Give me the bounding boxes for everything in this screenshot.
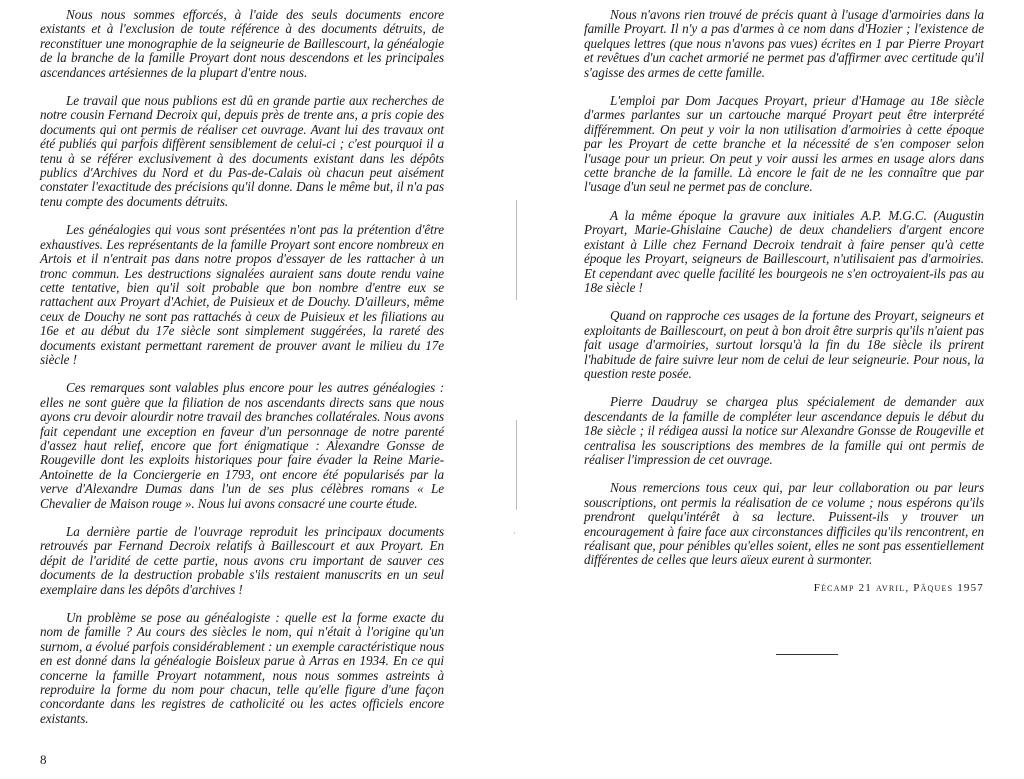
left-page-text bbox=[40, 8, 444, 740]
paragraph: A la même époque la gravure aux initiales A.P. M.G.C. (Augustin Proyart, Marie-Ghislaine Cauche) de deux chandeliers d'argent encore existant à Lille chez Fernand Decroix tendrait à faire penser qu'à cette époque les Proyart, seigneurs de Baillescourt, n'utilisaient pas d'armoiries. Et cependant avec quelle facilité les bourgeois ne s'en octroyaient-ils pas au 18e siècle ! bbox=[584, 207, 984, 295]
right-page-text bbox=[584, 8, 984, 594]
paragraph: Quand on rapproche ces usages de la fortune des Proyart, seigneurs et exploitants de Baillescourt, on peut à bon droit être surpris qu'ils n'aient pas fait usage d'armoiries, surtout lorsqu'à la fin du 18e siècle ils prirent l'habitude de faire suivre leur nom de celui de leur seigneurie. Pour nous, la question reste posée. bbox=[584, 308, 984, 381]
paragraph: Un problème se pose au généalogiste : quelle est la forme exacte du nom de famille ? Au cours des siècles le nom, qui n'était à l'origine qu'un surnom, a évolué parfois considérablement : un exemple caractéristique nous en est donné dans la généalogie Boisleux parue à Arras en 1934. En ce qui concerne la famille Proyart notamment, nous nous sommes astreints à reproduire la forme du nom pour chacun, telle qu'elle figure d'une façon concordante dans les registres de catholicité ou les actes officiels encore existants. bbox=[40, 610, 444, 726]
paragraph: Pierre Daudruy se chargea plus spécialement de demander aux descendants de la famille de compléter leur ascendance depuis le début du 18e siècle ; il rédigea aussi la notice sur Alexandre Gonsse de Rougeville et centralisa les souscriptions des membres de la famille qui ont permis de réaliser l'impression de cet ouvrage. bbox=[584, 394, 984, 467]
page-number: 8 bbox=[40, 752, 47, 767]
paragraph: La dernière partie de l'ouvrage reproduit les principaux documents retrouvés par Fernand Decroix relatifs à Baillescourt et aux Proyart. En dépit de l'aridité de cette partie, nous avons cru important de sauver ces documents de la destruction probable s'ils restaient manuscrits en un seul exemplaire dans les dépôts d'archives ! bbox=[40, 524, 444, 597]
paragraph: Les généalogies qui vous sont présentées n'ont pas la prétention d'être exhaustives. Les représentants de la famille Proyart sont encore nombreux en Artois et il n'entrait pas dans notre propos d'essayer de les rattacher à un tronc commun. Les destructions signalées auraient sans doute rendu vaine cette tentative, bien qu'il soit probable que bon nombre d'entre eux se rattachent aux Proyart d'Achiet, de Puisieux et de Douchy. D'ailleurs, même ceux de Douchy ne sont pas rattachés à ceux de Puisieux et les filiations au 16e et au début du 17e siècle sont simplement suggérées, la rareté des documents existant permettant rarement de prouver avant le milieu du 17e siècle ! bbox=[40, 222, 444, 367]
signature-line: Fécamp 21 avril, Pâques 1957 bbox=[813, 581, 984, 594]
closing-rule bbox=[776, 654, 838, 655]
gutter-dot: · bbox=[513, 528, 516, 538]
paragraph: Ces remarques sont valables plus encore pour les autres généalogies : elles ne sont guère que la filiation de nos ascendants directs sans que nous ayons cru devoir alourdir notre travail des branches collatérales. Nous avons fait cependant une exception en faveur d'un personnage de notre parenté d'assez haut relief, encore que fort énigmatique : Alexandre Gonsse de Rougeville dont les exploits historiques pour faire évader la Reine Marie-Antoinette de la Conciergerie en 1793, ont encore été popularisés par la verve d'Alexandre Dumas dans l'un de ses plus célèbres romans « Le Chevalier de Maison rouge ». Nous lui avons consacré une courte étude. bbox=[40, 380, 444, 511]
right-page bbox=[512, 0, 1024, 779]
paragraph: Nous nous sommes efforcés, à l'aide des seuls documents encore existants et à l'exclusion de toute référence à des documents détruits, de reconstituer une monographie de la seigneurie de Baillescourt, la généalogie de la branche de la famille Proyart dont nous descendons et les principales ascendances artésiennes de la plupart d'entre nous. bbox=[40, 7, 444, 80]
paragraph: Le travail que nous publions est dû en grande partie aux recherches de notre cousin Fernand Decroix qui, depuis près de trente ans, a pris copie des documents qui ont permis de réaliser cet ouvrage. Avant lui des travaux ont été publiés qui parfois diffèrent sensiblement de celui-ci ; c'est pourquoi il a tenu à se référer exclusivement à des documents existant dans les dépôts publics d'Archives du Nord et du Pas-de-Calais où chacun peut aisément constater l'exactitude des précisions qu'il donne. Dans le même but, il n'a pas tenu compte des documents détruits. bbox=[40, 93, 444, 209]
paragraph: Nous remercions tous ceux qui, par leur collaboration ou par leurs souscriptions, ont permis la réalisation de ce volume ; nous espérons qu'ils prendront quelqu'intérêt à sa lecture. Puissent-ils y trouver un encouragement à faire face aux circonstances difficiles qu'ils rencontrent, en réalisant que, pour pénibles qu'elles soient, elles ne sont pas essentiellement différentes de celles que leurs aïeux eurent à surmonter. bbox=[584, 480, 984, 568]
paragraph: L'emploi par Dom Jacques Proyart, prieur d'Hamage au 18e siècle d'armes parlantes sur un cartouche marqué Proyart peut être interprété différemment. On peut y voir la non utilisation d'armoiries à cette époque par les Proyart de cette branche et la nécessité de s'en composer selon l'usage pour un prieur. On peut y voir aussi les armes en usage alors dans cette branche de la famille. Là encore le fait de ne les connaître que par l'usage d'un seul ne permet pas de conclure. bbox=[584, 93, 984, 195]
paragraph: Nous n'avons rien trouvé de précis quant à l'usage d'armoiries dans la famille Proyart. Il n'y a pas d'armes à ce nom dans d'Hozier ; l'existence de quelques lettres (que nous n'avons pas vues) écrites en 1 par Pierre Proyart et revêtues d'un cachet armorié ne permet pas d'affirmer avec certitude qu'il s'agisse des armes de cette famille. bbox=[584, 7, 984, 80]
